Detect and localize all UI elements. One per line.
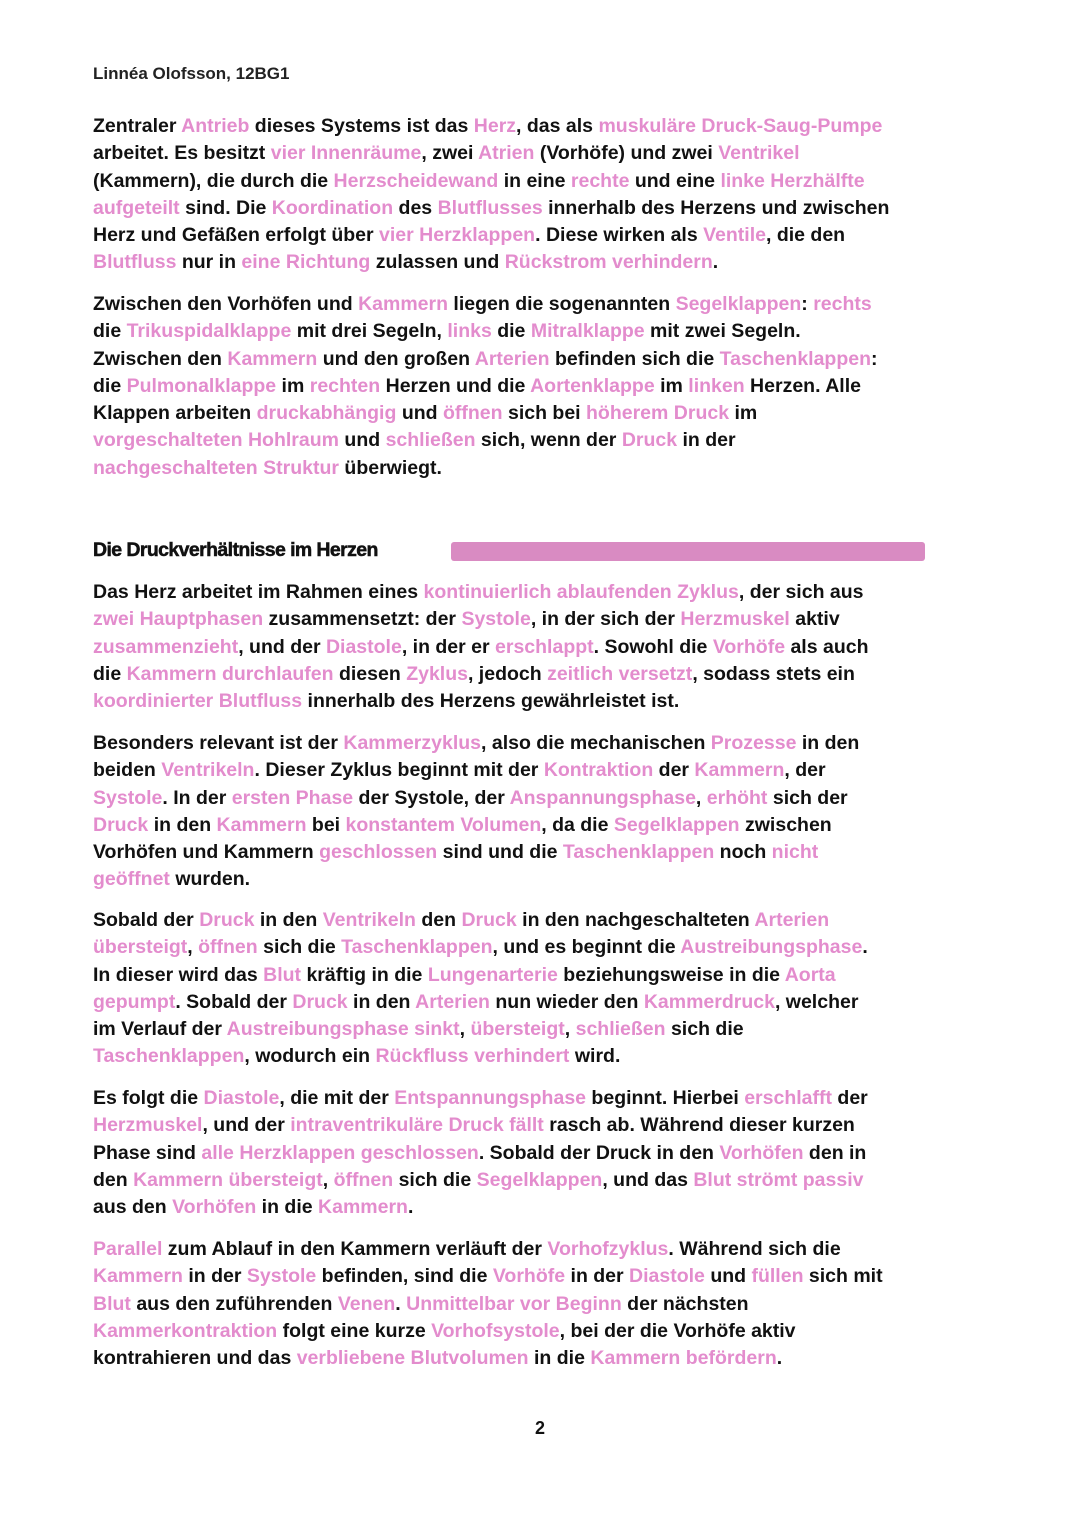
highlighted-term: Herzmuskel — [93, 1114, 203, 1137]
highlighted-term: Entspannungsphase — [394, 1087, 587, 1109]
highlighted-term: Austreibungsphase — [680, 936, 863, 959]
text-segment: Klappen arbeiten — [93, 402, 257, 425]
text-segment: , die mit der — [279, 1087, 395, 1109]
text-line — [93, 1140, 868, 1167]
text-segment: innerhalb des Herzens und zwischen — [542, 196, 890, 219]
text-segment: . — [395, 1292, 407, 1315]
text-segment: , — [187, 936, 199, 959]
highlighted-term: Vorhofzyklus — [547, 1238, 669, 1260]
text-segment: in die — [528, 1347, 591, 1370]
highlighted-term: Ventrikeln — [322, 909, 416, 931]
text-segment: diesen — [333, 662, 407, 685]
text-segment: im Verlauf der — [93, 1018, 227, 1041]
text-segment: im — [654, 374, 689, 397]
paragraph-diastole — [93, 1085, 868, 1221]
highlighted-term: Druck — [93, 813, 149, 836]
highlighted-term: Blutflusses — [437, 196, 543, 219]
text-segment: (Kammern), die durch die — [93, 169, 334, 192]
text-segment: die — [93, 374, 127, 397]
text-segment: Zwischen den — [93, 347, 228, 370]
text-line — [93, 989, 868, 1016]
text-line — [93, 962, 868, 989]
highlighted-term: Herzscheidewand — [333, 169, 499, 192]
text-segment: zulassen und — [370, 251, 505, 274]
text-line — [93, 195, 889, 222]
highlighted-term: nicht — [771, 841, 819, 864]
paragraph-atrial-cycle — [93, 1236, 883, 1372]
text-segment: Vorhöfen und Kammern — [93, 841, 320, 864]
text-segment: den — [93, 1168, 134, 1191]
highlighted-term: muskuläre Druck-Saug-Pumpe — [598, 115, 883, 137]
text-segment: , wodurch ein — [244, 1045, 376, 1068]
text-segment: , das als — [516, 115, 599, 137]
highlighted-term: Venen — [337, 1292, 396, 1315]
text-line — [93, 455, 878, 482]
text-line — [93, 1263, 883, 1290]
text-segment: wurden. — [169, 868, 251, 891]
text-segment: der — [831, 1087, 868, 1109]
text-segment: . — [712, 251, 719, 274]
text-segment: und — [338, 429, 386, 452]
highlighted-term: Aortenklappe — [530, 374, 655, 397]
text-line — [93, 1194, 868, 1221]
text-segment: in den — [796, 732, 860, 754]
text-segment: , sodass stets ein — [692, 662, 855, 685]
highlighted-term: Druck — [621, 429, 678, 452]
highlighted-term: Vorhöfe — [492, 1265, 566, 1288]
highlighted-term: Kammerdruck — [643, 990, 775, 1013]
paragraph-heart-structure — [93, 113, 889, 277]
highlighted-term: ersten Phase — [231, 786, 354, 809]
highlighted-term: Blut — [263, 963, 302, 986]
text-line — [93, 346, 878, 373]
text-line — [93, 249, 889, 276]
text-segment: arbeitet. Es besitzt — [93, 142, 271, 165]
highlighted-term: Segelklappen — [476, 1168, 603, 1191]
text-segment: . — [407, 1196, 414, 1219]
text-segment: , die den — [766, 224, 846, 247]
text-segment: rasch ab. Während dieser kurzen — [543, 1114, 855, 1137]
text-line — [93, 579, 869, 606]
text-line — [93, 427, 878, 454]
highlighted-term: Koordination — [271, 196, 394, 219]
text-segment: beginnt. Hierbei — [586, 1087, 745, 1109]
text-line — [93, 1291, 883, 1318]
text-segment: beziehungsweise in die — [557, 963, 785, 986]
text-segment: kräftig in die — [301, 963, 428, 986]
text-segment: sich, wenn der — [475, 429, 622, 452]
text-segment: in den — [254, 909, 323, 931]
text-line — [93, 907, 868, 934]
text-segment: Zwischen den Vorhöfen und — [93, 293, 359, 315]
text-segment: aus den zuführenden — [130, 1292, 338, 1315]
highlighted-term: Prozesse — [710, 732, 797, 754]
text-segment: . Diese wirken als — [535, 224, 704, 247]
highlighted-term: vier Innenräume — [270, 142, 422, 165]
highlighted-term: koordinierter Blutfluss — [93, 690, 303, 713]
text-line — [93, 730, 859, 757]
text-segment: . — [862, 936, 868, 959]
text-segment: dieses Systems ist das — [249, 115, 474, 137]
text-segment: bei — [306, 813, 346, 836]
text-segment: , — [695, 786, 707, 809]
text-line — [93, 222, 889, 249]
highlighted-term: Trikuspidalklappe — [126, 320, 292, 343]
highlighted-term: Aorta — [784, 963, 836, 986]
text-segment: liegen die sogenannten — [448, 293, 676, 315]
text-segment: . Sobald der — [175, 990, 293, 1013]
text-segment: : — [871, 347, 878, 370]
text-segment: beiden — [93, 759, 162, 782]
highlighted-term: Taschenklappen — [341, 936, 493, 959]
highlighted-term: Systole — [461, 608, 531, 631]
highlighted-term: Druck — [461, 909, 517, 931]
text-segment: . Während sich die — [668, 1238, 841, 1260]
highlighted-term: Blut — [93, 1292, 131, 1315]
highlighted-term: geschlossen — [319, 841, 438, 864]
text-line — [93, 113, 889, 140]
text-segment: Phase sind — [93, 1141, 202, 1164]
text-segment: , bei der die Vorhöfe aktiv — [559, 1319, 796, 1342]
highlighted-term: alle Herzklappen geschlossen — [201, 1141, 479, 1164]
text-segment: befinden, sind die — [316, 1265, 493, 1288]
text-segment: , in der er — [401, 635, 496, 658]
highlighted-term: Kammerkontraktion — [93, 1319, 278, 1342]
highlighted-term: füllen — [751, 1265, 804, 1288]
highlighted-term: erschlafft — [744, 1087, 832, 1109]
text-segment: folgt eine kurze — [277, 1319, 432, 1342]
text-segment: die — [93, 662, 127, 685]
text-line — [93, 318, 878, 345]
text-segment: , und das — [602, 1168, 694, 1191]
text-segment: nur in — [176, 251, 242, 274]
highlighted-term: Taschenklappen — [562, 841, 715, 864]
text-segment: Herzen und die — [380, 374, 531, 397]
highlighted-term: Blutfluss — [93, 251, 177, 274]
text-line — [93, 1043, 868, 1070]
text-segment: , also die mechanischen — [481, 732, 711, 754]
text-line — [93, 839, 859, 866]
highlighted-term: Parallel — [93, 1238, 163, 1260]
highlighted-term: Kammern übersteigt — [133, 1168, 323, 1191]
highlighted-term: Pulmonalklappe — [126, 374, 277, 397]
highlighted-term: Austreibungsphase sinkt — [226, 1018, 460, 1041]
text-line — [93, 934, 868, 961]
text-segment: überwiegt. — [338, 456, 442, 479]
text-segment: und eine — [629, 169, 721, 192]
highlighted-term: rechte — [570, 169, 630, 192]
text-segment: , in der sich der — [530, 608, 681, 631]
text-line — [93, 812, 859, 839]
highlighted-term: druckabhängig — [256, 402, 397, 425]
text-segment: in der — [677, 429, 736, 452]
highlighted-term: eine Richtung — [241, 251, 371, 274]
paragraph-cardiac-cycle — [93, 579, 869, 715]
text-line — [93, 291, 878, 318]
highlighted-term: Vorhöfen — [172, 1196, 257, 1219]
text-line — [93, 168, 889, 195]
text-segment: sich mit — [803, 1265, 883, 1288]
highlighted-term: erhöht — [706, 786, 768, 809]
page-number: 2 — [534, 1418, 545, 1438]
highlighted-term: Mitralklappe — [530, 320, 645, 343]
text-segment: wird. — [569, 1045, 621, 1068]
text-segment: in den nachgeschalteten — [516, 909, 755, 931]
text-segment: sind. Die — [179, 196, 272, 219]
highlighted-term: Druck — [292, 990, 348, 1013]
highlighted-term: zwei Hauptphasen — [93, 608, 264, 631]
highlighted-term: Rückfluss verhindert — [375, 1045, 570, 1068]
highlighted-term: Vorhofsystole — [431, 1319, 560, 1342]
highlighted-term: nachgeschalteten Struktur — [93, 456, 339, 479]
text-segment: den in — [803, 1141, 867, 1164]
text-line — [93, 757, 859, 784]
text-segment: nun wieder den — [489, 990, 644, 1013]
text-segment: . Sobald der Druck in den — [478, 1141, 720, 1164]
text-segment: und — [704, 1265, 752, 1288]
highlighted-term: konstantem Volumen — [345, 813, 542, 836]
text-segment: Sobald der — [93, 909, 200, 931]
text-segment: in den — [148, 813, 217, 836]
text-segment: in der — [182, 1265, 247, 1288]
highlighted-term: Diastole — [203, 1087, 280, 1109]
text-segment: in die — [256, 1196, 319, 1219]
highlighted-term: Diastole — [325, 635, 402, 658]
highlighted-term: vier Herzklappen — [379, 224, 536, 247]
text-line — [93, 1016, 868, 1043]
text-segment: Herz und Gefäßen erfolgt über — [93, 224, 380, 247]
highlighted-term: erschlappt — [495, 635, 594, 658]
text-segment: die — [93, 320, 127, 343]
highlighted-term: links — [447, 320, 492, 343]
highlighted-term: Taschenklappen — [93, 1045, 245, 1068]
paragraph-ventricular-cycle — [93, 730, 859, 894]
text-segment: aktiv — [789, 608, 840, 631]
highlighted-term: linke Herzhälfte — [720, 169, 865, 192]
highlighted-term: gepumpt — [93, 990, 176, 1013]
text-line — [93, 1318, 883, 1345]
highlighted-term: Kammern — [358, 293, 449, 315]
text-segment: zwischen — [739, 813, 832, 836]
highlighted-term: Arterien — [474, 347, 550, 370]
text-segment: der nächsten — [621, 1292, 749, 1315]
text-segment: sich die — [665, 1018, 744, 1041]
text-segment: aus den — [93, 1196, 173, 1219]
text-line — [93, 785, 859, 812]
text-line — [93, 140, 889, 167]
highlighted-term: intraventrikuläre Druck fällt — [290, 1114, 544, 1137]
text-line — [93, 1236, 883, 1263]
heading-highlight-bar — [451, 542, 925, 561]
text-segment: sich der — [767, 786, 848, 809]
text-segment: , — [322, 1168, 334, 1191]
highlighted-term: Vorhöfen — [719, 1141, 804, 1164]
text-segment: in eine — [498, 169, 571, 192]
highlighted-term: Kontraktion — [543, 759, 654, 782]
text-segment: und den großen — [317, 347, 475, 370]
highlighted-term: rechts — [813, 293, 872, 315]
highlighted-term: aufgeteilt — [93, 196, 180, 219]
section-heading: Die Druckverhältnisse im Herzen — [93, 539, 378, 561]
text-segment: sind und die — [437, 841, 563, 864]
text-segment: : — [801, 293, 814, 315]
highlighted-term: Segelklappen — [675, 293, 802, 315]
text-segment: sich die — [257, 936, 342, 959]
highlighted-term: Rückstrom verhindern — [504, 251, 713, 274]
paragraph-ejection-phase — [93, 907, 868, 1071]
text-line — [93, 1345, 883, 1372]
text-segment: und — [396, 402, 443, 425]
highlighted-term: Kammern — [216, 813, 307, 836]
highlighted-term: Ventrikeln — [161, 759, 255, 782]
highlighted-term: Kammern durchlaufen — [126, 662, 334, 685]
text-segment: , und es beginnt die — [492, 936, 681, 959]
text-line — [93, 606, 869, 633]
highlighted-term: rechten — [309, 374, 381, 397]
highlighted-term: öffnen — [333, 1168, 394, 1191]
highlighted-term: Kammern — [694, 759, 785, 782]
highlighted-term: Anspannungsphase — [509, 786, 696, 809]
highlighted-term: geöffnet — [93, 868, 170, 891]
highlighted-term: schließen — [575, 1018, 666, 1041]
text-line — [93, 400, 878, 427]
highlighted-term: Blut strömt passiv — [693, 1168, 864, 1191]
text-segment: den — [415, 909, 462, 931]
text-segment: zusammensetzt: der — [263, 608, 462, 631]
text-segment: mit drei Segeln, — [291, 320, 448, 343]
highlighted-term: Herz — [473, 115, 517, 137]
text-segment: zum Ablauf in den Kammern verläuft der — [162, 1238, 548, 1260]
highlighted-term: Druck — [199, 909, 255, 931]
text-segment: , der sich aus — [738, 581, 864, 603]
highlighted-term: Systole — [93, 786, 163, 809]
text-segment: in der — [565, 1265, 630, 1288]
text-line — [93, 373, 878, 400]
author-header: Linnéa Olofsson, 12BG1 — [93, 64, 290, 83]
highlighted-term: Unmittelbar vor Beginn — [406, 1292, 622, 1315]
highlighted-term: Kammerzyklus — [343, 732, 482, 754]
text-segment: Herzen. Alle — [744, 374, 861, 397]
highlighted-term: linken — [688, 374, 745, 397]
text-segment: , — [564, 1018, 576, 1041]
text-segment: der — [653, 759, 695, 782]
paragraph-heart-valves — [93, 291, 878, 482]
text-line — [93, 866, 859, 893]
text-line — [93, 688, 869, 715]
highlighted-term: übersteigt — [470, 1018, 565, 1041]
text-segment: Es folgt die — [93, 1087, 204, 1109]
text-segment: . Dieser Zyklus beginnt mit der — [254, 759, 544, 782]
text-segment: Besonders relevant ist der — [93, 732, 344, 754]
highlighted-term: Ventile — [703, 224, 766, 247]
highlighted-term: Lungenarterie — [427, 963, 558, 986]
text-segment: befinden sich die — [549, 347, 720, 370]
text-segment: kontrahieren und das — [93, 1347, 297, 1370]
text-segment: die — [491, 320, 531, 343]
highlighted-term: Kammern — [93, 1265, 183, 1288]
text-segment: der Systole, der — [353, 786, 510, 809]
highlighted-term: Diastole — [629, 1265, 705, 1288]
text-segment: , welcher — [774, 990, 859, 1013]
highlighted-term: Segelklappen — [613, 813, 740, 836]
highlighted-term: Kammern befördern — [590, 1347, 777, 1370]
highlighted-term: Zyklus — [406, 662, 468, 685]
highlighted-term: Arterien — [754, 909, 830, 931]
text-segment: in den — [347, 990, 416, 1013]
text-segment: (Vorhöfe) und zwei — [534, 142, 719, 165]
highlighted-term: Ventrikel — [718, 142, 800, 165]
highlighted-term: vorgeschalteten Hohlraum — [93, 429, 339, 452]
text-segment: , und der — [238, 635, 326, 658]
highlighted-term: zusammenzieht — [93, 635, 239, 658]
text-line — [93, 634, 869, 661]
text-segment: , jedoch — [467, 662, 548, 685]
text-segment: , da die — [541, 813, 614, 836]
highlighted-term: zeitlich versetzt — [547, 662, 693, 685]
text-line — [93, 1085, 868, 1112]
text-segment: sich die — [393, 1168, 477, 1191]
text-line — [93, 1167, 868, 1194]
text-segment: , — [459, 1018, 471, 1041]
text-segment: sich bei — [502, 402, 587, 425]
text-segment: In dieser wird das — [93, 963, 264, 986]
highlighted-term: Systole — [246, 1265, 317, 1288]
text-segment: . In der — [162, 786, 232, 809]
text-segment: noch — [714, 841, 772, 864]
highlighted-term: öffnen — [442, 402, 503, 425]
text-segment: im — [276, 374, 310, 397]
highlighted-term: kontinuierlich ablaufenden Zyklus — [423, 581, 739, 603]
text-segment: Zentraler — [93, 115, 182, 137]
highlighted-term: Atrien — [478, 142, 535, 165]
text-segment: , zwei — [421, 142, 479, 165]
text-line — [93, 661, 869, 688]
highlighted-term: Kammern — [227, 347, 318, 370]
highlighted-term: schließen — [385, 429, 476, 452]
text-segment: des — [393, 196, 438, 219]
highlighted-term: verbliebene Blutvolumen — [296, 1347, 529, 1370]
highlighted-term: übersteigt — [93, 936, 188, 959]
highlighted-term: höherem Druck — [586, 402, 730, 425]
text-segment: . Sowohl die — [593, 635, 713, 658]
text-segment: , der — [784, 759, 826, 782]
text-segment: Das Herz arbeitet im Rahmen eines — [93, 581, 424, 603]
highlighted-term: Herzmuskel — [680, 608, 790, 631]
highlighted-term: öffnen — [198, 936, 258, 959]
text-segment: , und der — [202, 1114, 291, 1137]
text-segment: . — [776, 1347, 783, 1370]
highlighted-term: Kammern — [318, 1196, 408, 1219]
highlighted-term: Antrieb — [181, 115, 250, 137]
text-segment: im — [729, 402, 758, 425]
text-segment: als auch — [785, 635, 869, 658]
highlighted-term: Taschenklappen — [719, 347, 872, 370]
text-segment: innerhalb des Herzens gewährleistet ist. — [302, 690, 680, 713]
highlighted-term: Arterien — [415, 990, 490, 1013]
text-line — [93, 1112, 868, 1139]
text-segment: mit zwei Segeln. — [644, 320, 801, 343]
highlighted-term: Vorhöfe — [712, 635, 786, 658]
